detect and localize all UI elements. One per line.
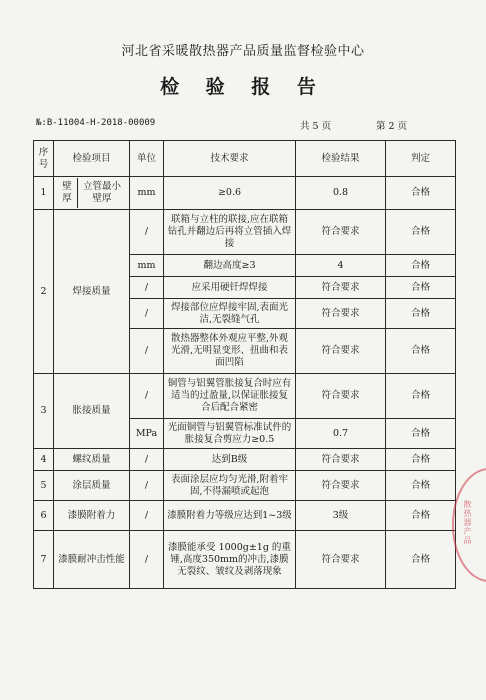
table-header-row bbox=[34, 141, 456, 177]
cell-judgement: 合格 bbox=[386, 419, 456, 449]
cell-judgement: 合格 bbox=[386, 299, 456, 329]
cell-item-main: 壁厚 bbox=[57, 178, 78, 208]
org-name: 河北省采暖散热器产品质量监督检验中心 bbox=[121, 44, 365, 59]
cell-unit: / bbox=[130, 471, 164, 501]
cell-requirement: 焊接部位应焊接牢固,表面光洁,无裂缝气孔 bbox=[164, 299, 296, 329]
cell-result: 符合要求 bbox=[296, 299, 386, 329]
col-header-item: 检验项目 bbox=[54, 141, 130, 177]
report-number: №:B-11004-H-2018-00009 bbox=[36, 118, 156, 128]
cell-unit: / bbox=[130, 277, 164, 299]
col-header-result: 检验结果 bbox=[296, 141, 386, 177]
cell-unit: / bbox=[130, 299, 164, 329]
col-header-seq: 序号 bbox=[34, 141, 54, 177]
cell-requirement: 漆膜附着力等级应达到1~3级 bbox=[164, 501, 296, 531]
cell-seq: 7 bbox=[34, 531, 54, 589]
inspection-table bbox=[33, 140, 456, 589]
cell-judgement: 合格 bbox=[386, 277, 456, 299]
table-row bbox=[34, 177, 456, 210]
cell-item: 漆膜耐冲击性能 bbox=[54, 531, 130, 589]
cell-result: 符合要求 bbox=[296, 277, 386, 299]
cell-item: 漆膜附着力 bbox=[54, 501, 130, 531]
cell-unit: / bbox=[130, 329, 164, 374]
cell-result: 0.8 bbox=[296, 177, 386, 210]
table-row bbox=[34, 531, 456, 589]
cell-requirement: 光面铜管与铝翼管标准试件的胀接复合剪应力≥0.5 bbox=[164, 419, 296, 449]
cell-requirement: 翻边高度≥3 bbox=[164, 255, 296, 277]
cell-result: 4 bbox=[296, 255, 386, 277]
cell-requirement: 散热器整体外观应平整,外观光滑,无明显变形、扭曲和表面凹陷 bbox=[164, 329, 296, 374]
cell-unit: mm bbox=[130, 255, 164, 277]
cell-seq: 6 bbox=[34, 501, 54, 531]
cell-result: 符合要求 bbox=[296, 210, 386, 255]
cell-requirement: 达到B级 bbox=[164, 449, 296, 471]
col-header-judgement: 判定 bbox=[386, 141, 456, 177]
cell-unit: / bbox=[130, 531, 164, 589]
cell-item-sub: 立管最小壁厚 bbox=[82, 181, 121, 204]
cell-unit: / bbox=[130, 449, 164, 471]
cell-result: 符合要求 bbox=[296, 471, 386, 501]
cell-result: 符合要求 bbox=[296, 449, 386, 471]
cell-requirement: 铜管与铝翼管胀接复合时应有适当的过盈量,以保证胀接复合后配合紧密 bbox=[164, 374, 296, 419]
cell-item: 螺纹质量 bbox=[54, 449, 130, 471]
page-number: 第 2 页 bbox=[376, 121, 408, 132]
cell-item: 焊接质量 bbox=[54, 210, 130, 374]
cell-requirement: ≥0.6 bbox=[164, 177, 296, 210]
cell-result: 符合要求 bbox=[296, 374, 386, 419]
cell-requirement: 应采用硬钎焊焊接 bbox=[164, 277, 296, 299]
col-header-unit: 单位 bbox=[130, 141, 164, 177]
table-row bbox=[34, 501, 456, 531]
cell-judgement: 合格 bbox=[386, 177, 456, 210]
cell-requirement: 表面涂层应均匀光滑,附着牢固,不得漏喷或起泡 bbox=[164, 471, 296, 501]
cell-unit: / bbox=[130, 501, 164, 531]
cell-result: 符合要求 bbox=[296, 329, 386, 374]
cell-seq: 5 bbox=[34, 471, 54, 501]
cell-seq: 2 bbox=[34, 210, 54, 374]
cell-judgement: 合格 bbox=[386, 329, 456, 374]
table-row bbox=[34, 449, 456, 471]
cell-seq: 4 bbox=[34, 449, 54, 471]
cell-requirement: 漆膜能承受 1000g±1g 的重锤,高度350mm的冲击,漆膜无裂纹、皱纹及剥落现象 bbox=[164, 531, 296, 589]
cell-judgement: 合格 bbox=[386, 471, 456, 501]
cell-result: 符合要求 bbox=[296, 531, 386, 589]
cell-result: 0.7 bbox=[296, 419, 386, 449]
cell-unit: MPa bbox=[130, 419, 164, 449]
cell-result: 3级 bbox=[296, 501, 386, 531]
official-seal-text: 散热器产品 bbox=[463, 500, 472, 545]
table-row bbox=[34, 210, 456, 255]
cell-judgement: 合格 bbox=[386, 531, 456, 589]
cell-item: 涂层质量 bbox=[54, 471, 130, 501]
cell-unit: / bbox=[130, 374, 164, 419]
cell-unit: / bbox=[130, 210, 164, 255]
report-title: 检 验 报 告 bbox=[160, 76, 326, 98]
cell-item bbox=[54, 177, 130, 210]
col-header-requirement: 技术要求 bbox=[164, 141, 296, 177]
cell-judgement: 合格 bbox=[386, 255, 456, 277]
table-row bbox=[34, 471, 456, 501]
cell-requirement: 联箱与立柱的联接,应在联箱钻孔并翻边后再将立管插入焊接 bbox=[164, 210, 296, 255]
cell-judgement: 合格 bbox=[386, 374, 456, 419]
cell-judgement: 合格 bbox=[386, 210, 456, 255]
table-row bbox=[34, 374, 456, 419]
total-pages: 共 5 页 bbox=[300, 121, 332, 132]
cell-seq: 1 bbox=[34, 177, 54, 210]
cell-judgement: 合格 bbox=[386, 501, 456, 531]
cell-judgement: 合格 bbox=[386, 449, 456, 471]
cell-item: 胀接质量 bbox=[54, 374, 130, 449]
cell-seq: 3 bbox=[34, 374, 54, 449]
cell-unit: mm bbox=[130, 177, 164, 210]
